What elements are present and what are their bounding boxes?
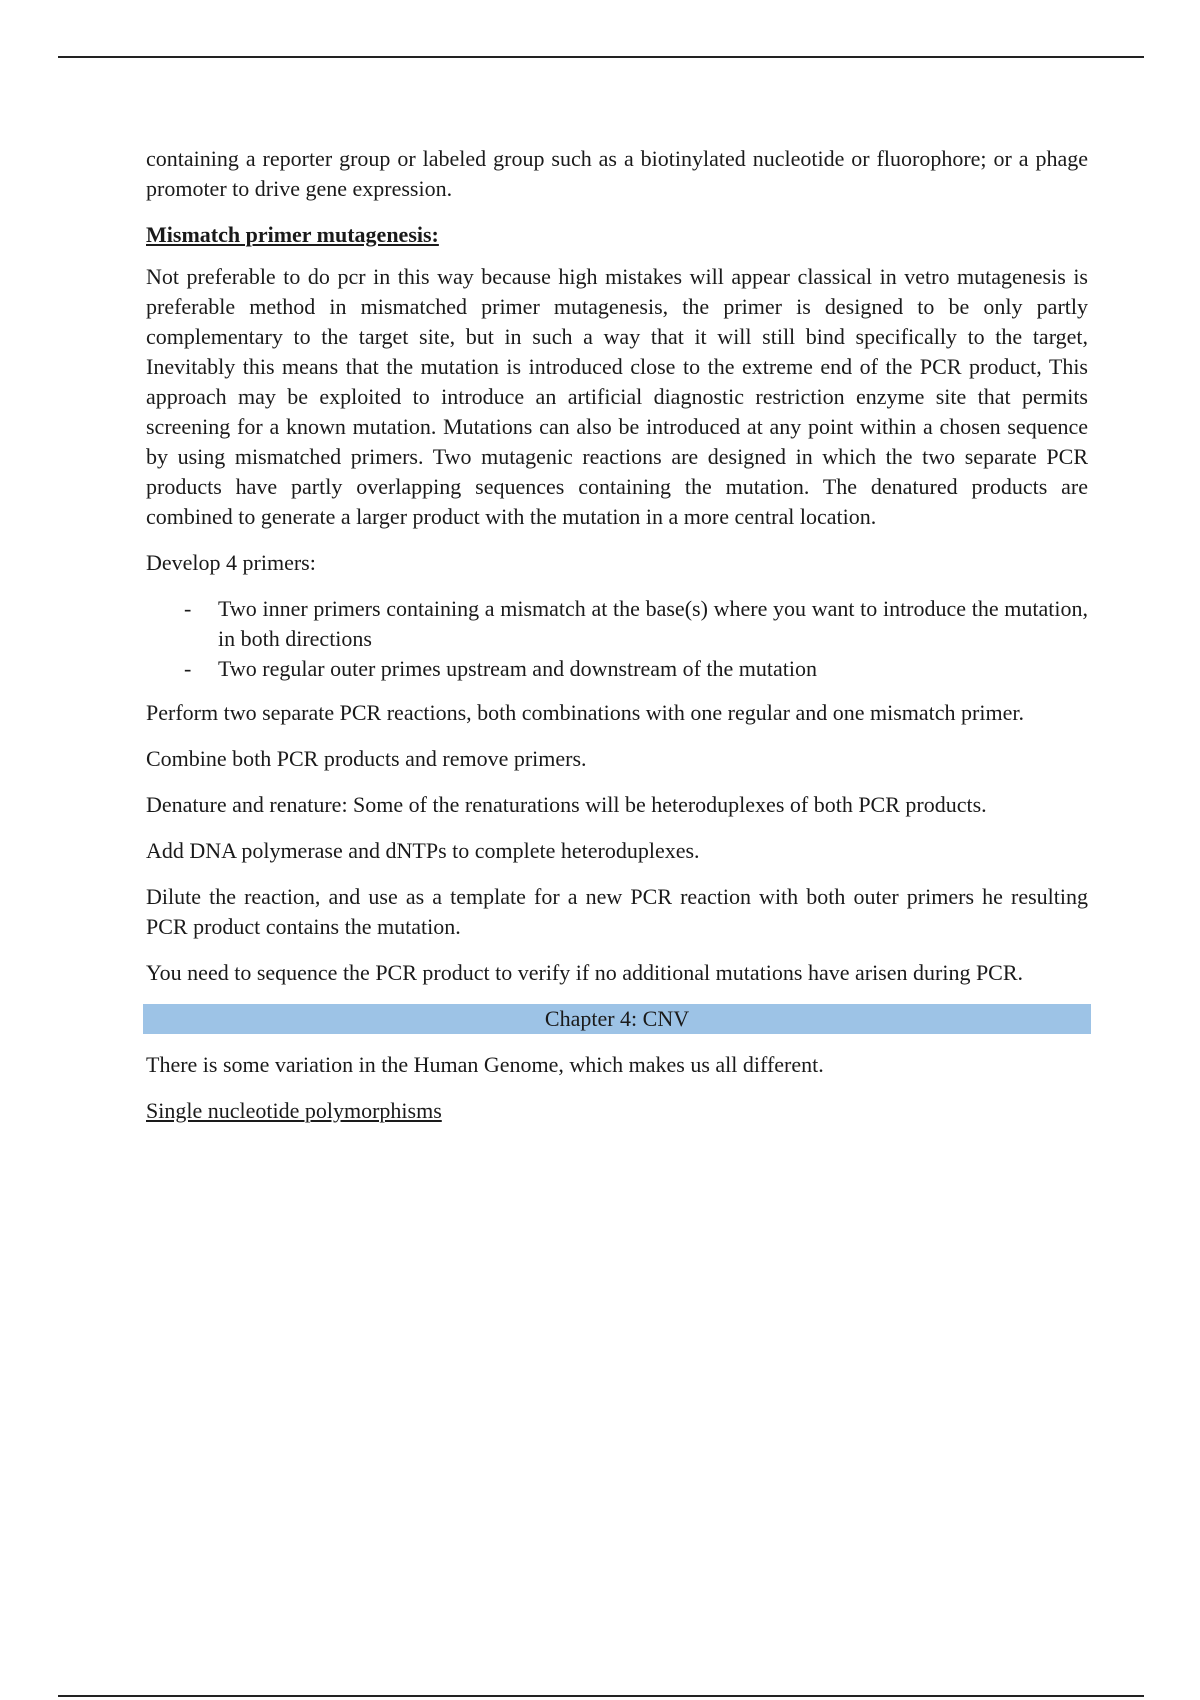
footer-rule <box>58 1695 1144 1697</box>
step-paragraph: Perform two separate PCR reactions, both combinations with one regular and one mismatch primer. <box>146 700 1024 725</box>
section-heading-mismatch: Mismatch primer mutagenesis: <box>146 222 439 247</box>
list-item-text: Two inner primers containing a mismatch at the base(s) where you want to introduce the mutation, in both directions <box>218 596 1088 651</box>
mismatch-paragraph: Not preferable to do pcr in this way because high mistakes will appear classical in vetro mutagenesis is preferable method in mismatched primer mutagenesis, the primer is designed to be only partly complementary to the target site, but in such a way that it will still bind specifically to the target, Inevitably this means that the mutation is introduced close to the extreme end of the PCR product, This approach may be exploited to introduce an artificial diagnostic restriction enzyme site that permits screening for a known mutation. Mutations can also be introduced at any point within a chosen sequence by using mismatched primers. Two mutagenic reactions are designed in which the two separate PCR products have partly overlapping sequences containing the mutation. The denatured products are combined to generate a larger product with the mutation in a more central location. <box>146 264 1088 529</box>
bullet-dash: - <box>184 656 192 681</box>
header-rule <box>58 56 1144 58</box>
primer-list <box>146 594 1088 684</box>
step-paragraph: Denature and renature: Some of the renaturations will be heteroduplexes of both PCR products. <box>146 792 987 817</box>
develop-primers-label: Develop 4 primers: <box>146 550 316 575</box>
step-paragraph: Combine both PCR products and remove primers. <box>146 746 587 771</box>
step-paragraph: Dilute the reaction, and use as a template for a new PCR reaction with both outer primers he resulting PCR product contains the mutation. <box>146 884 1088 939</box>
list-item <box>146 654 1088 684</box>
subsection-heading-text: Single nucleotide polymorphisms <box>146 1098 442 1123</box>
step-paragraph: You need to sequence the PCR product to verify if no additional mutations have arisen during PCR. <box>146 960 1024 985</box>
list-item <box>146 594 1088 654</box>
chapter-title-bar: Chapter 4: CNV <box>143 1004 1091 1034</box>
intro-paragraph: containing a reporter group or labeled group such as a biotinylated nucleotide or fluorophore; or a phage promoter to drive gene expression. <box>146 146 1088 201</box>
bullet-dash: - <box>184 596 192 621</box>
chapter-intro: There is some variation in the Human Genome, which makes us all different. <box>146 1052 824 1077</box>
document-body <box>146 144 1088 1142</box>
subsection-heading-snp <box>146 1096 1088 1126</box>
step-paragraph: Add DNA polymerase and dNTPs to complete heteroduplexes. <box>146 838 700 863</box>
list-item-text: Two regular outer primes upstream and downstream of the mutation <box>218 656 818 681</box>
